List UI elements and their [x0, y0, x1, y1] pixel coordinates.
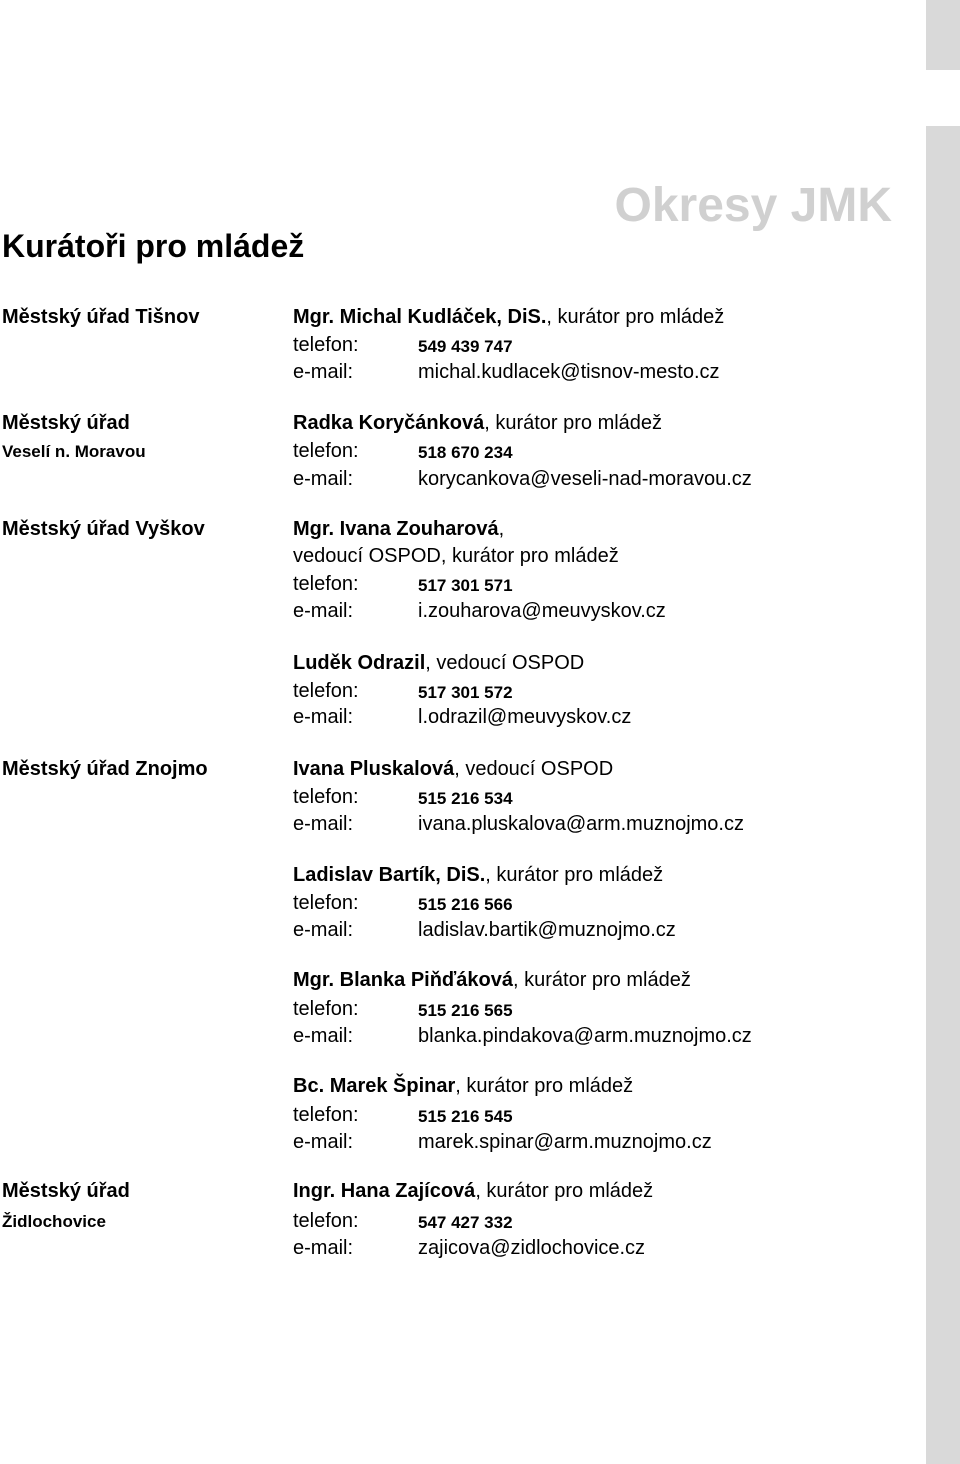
office-znojmo: Městský úřad Znojmo: [2, 758, 208, 780]
contact-prefix: Mgr.: [293, 969, 340, 991]
contact-phone: 515 216 534: [418, 789, 513, 808]
contact-name: Blanka Piňďáková: [339, 969, 514, 991]
page-title: Kurátoři pro mládež: [2, 228, 305, 264]
contact-role: , kurátor pro mládež: [546, 306, 725, 328]
contact-email[interactable]: zajicova@zidlochovice.cz: [418, 1237, 646, 1259]
contact-phone: 547 427 332: [418, 1213, 513, 1232]
contact-role: , kurátor pro mládež: [475, 1180, 654, 1202]
contact-name-line: [293, 1075, 633, 1098]
contact-name-line: [293, 518, 504, 541]
contact-name: Ivana Zouharová: [339, 518, 499, 540]
phone-label: telefon:: [293, 1210, 359, 1232]
contact-name-line: [293, 652, 584, 675]
email-label: e-mail:: [293, 1025, 354, 1047]
phone-label: telefon:: [293, 440, 359, 462]
phone-label: telefon:: [293, 1104, 359, 1126]
phone-label: telefon:: [293, 334, 359, 356]
contact-prefix: Mgr.: [293, 306, 340, 328]
email-label: e-mail:: [293, 468, 354, 490]
office-zidlochovice-line1: Městský úřad: [2, 1180, 130, 1202]
phone-label: telefon:: [293, 573, 359, 595]
phone-label: telefon:: [293, 786, 359, 808]
decorative-bar-top: [926, 0, 960, 70]
office-tisnov: Městský úřad Tišnov: [2, 306, 200, 328]
contact-name: Michal Kudláček, DiS.: [339, 306, 547, 328]
contact-phone: 517 301 572: [418, 683, 513, 702]
contact-email[interactable]: l.odrazil@meuvyskov.cz: [418, 706, 632, 728]
phone-label: telefon:: [293, 892, 359, 914]
contact-name: Ladislav Bartík, DiS.: [293, 864, 486, 886]
contact-email[interactable]: ladislav.bartik@muznojmo.cz: [418, 919, 676, 941]
contact-role: , kurátor pro mládež: [485, 864, 664, 886]
office-veseli-line2: Veselí n. Moravou: [2, 442, 146, 461]
contact-phone: 515 216 566: [418, 895, 513, 914]
phone-label: telefon:: [293, 680, 359, 702]
contact-role: , kurátor pro mládež: [455, 1075, 634, 1097]
email-label: e-mail:: [293, 1131, 354, 1153]
contact-phone: 517 301 571: [418, 576, 513, 595]
contact-phone: 518 670 234: [418, 443, 513, 462]
contact-name: Hana Zajícová: [340, 1180, 476, 1202]
contact-name: Radka Koryčánková: [293, 412, 485, 434]
contact-name: Marek Špinar: [329, 1075, 456, 1097]
contact-email[interactable]: michal.kudlacek@tisnov-mesto.cz: [418, 361, 720, 383]
contact-phone: 515 216 565: [418, 1001, 513, 1020]
office-vyskov: Městský úřad Vyškov: [2, 518, 205, 540]
contact-name: Luděk Odrazil: [293, 652, 426, 674]
email-label: e-mail:: [293, 919, 354, 941]
contact-name-line: [293, 412, 662, 435]
decorative-bar-side: [926, 126, 960, 1464]
contact-role: , kurátor pro mládež: [513, 969, 691, 991]
contact-prefix: Ingr.: [293, 1180, 341, 1202]
contact-role: , vedoucí OSPOD: [454, 758, 614, 780]
email-label: e-mail:: [293, 813, 354, 835]
contact-role: , vedoucí OSPOD: [425, 652, 585, 674]
office-zidlochovice-line2: Židlochovice: [2, 1212, 106, 1231]
contact-role-line: vedoucí OSPOD, kurátor pro mládež: [293, 545, 619, 567]
contact-prefix: Mgr.: [293, 518, 340, 540]
email-label: e-mail:: [293, 600, 354, 622]
region-title: Okresy JMK: [614, 179, 892, 232]
office-veseli-line1: Městský úřad: [2, 412, 130, 434]
phone-label: telefon:: [293, 998, 359, 1020]
contact-prefix: Bc.: [293, 1075, 330, 1097]
contact-phone: 515 216 545: [418, 1107, 513, 1126]
contact-phone: 549 439 747: [418, 337, 513, 356]
contact-email[interactable]: marek.spinar@arm.muznojmo.cz: [418, 1131, 712, 1153]
contact-email[interactable]: ivana.pluskalova@arm.muznojmo.cz: [418, 813, 744, 835]
contact-name-line: [293, 306, 724, 329]
contact-role: , kurátor pro mládež: [484, 412, 663, 434]
contact-email[interactable]: i.zouharova@meuvyskov.cz: [418, 600, 666, 622]
contact-role: ,: [498, 518, 505, 540]
contact-email[interactable]: blanka.pindakova@arm.muznojmo.cz: [418, 1025, 752, 1047]
contact-name-line: [293, 1180, 653, 1203]
email-label: e-mail:: [293, 361, 354, 383]
email-label: e-mail:: [293, 706, 354, 728]
contact-name-line: [293, 864, 663, 887]
contact-email[interactable]: korycankova@veseli-nad-moravou.cz: [418, 468, 752, 490]
contact-name-line: [293, 969, 691, 992]
email-label: e-mail:: [293, 1237, 354, 1259]
contact-name: Ivana Pluskalová: [293, 758, 455, 780]
contact-name-line: [293, 758, 613, 781]
